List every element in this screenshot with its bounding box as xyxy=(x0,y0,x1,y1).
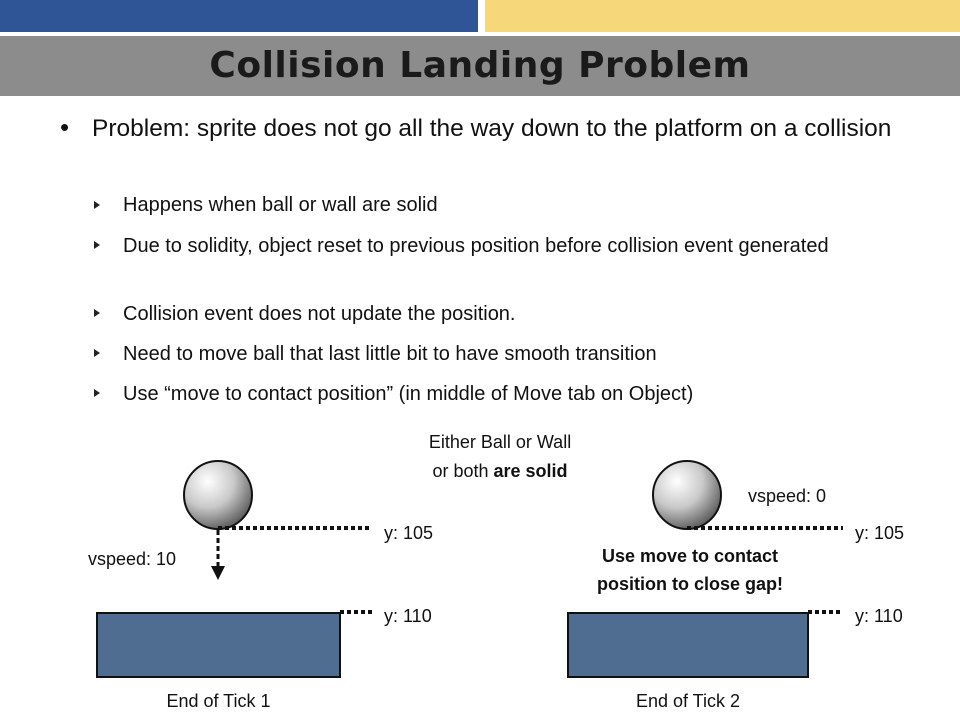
sub-bullet-4: Need to move ball that last little bit to have smooth transition xyxy=(123,343,657,365)
platform-right xyxy=(568,613,808,677)
sub-bullet-5: Use “move to contact position” (in middle of Move tab on Object) xyxy=(123,383,694,405)
ball-right xyxy=(653,461,721,529)
solid-note-line1: Either Ball or Wall xyxy=(428,432,572,452)
label-y105-left: y: 105 xyxy=(384,523,434,543)
ball-left xyxy=(184,461,252,529)
label-y110-left: y: 110 xyxy=(384,606,432,626)
bullet-dot-icon: • xyxy=(60,112,70,142)
platform-left xyxy=(97,613,340,677)
sub-bullet-1: Happens when ball or wall are solid xyxy=(123,194,438,216)
label-y105-right: y: 105 xyxy=(855,523,905,543)
slide-title: Collision Landing Problem xyxy=(209,45,751,86)
caption-tick2: End of Tick 2 xyxy=(635,691,741,711)
label-y110-right: y: 110 xyxy=(855,606,903,626)
label-vspeed-right: vspeed: 0 xyxy=(748,486,827,506)
gap-note-line2: position to close gap! xyxy=(596,574,783,594)
solid-note-line2 xyxy=(380,461,620,482)
label-vspeed-left: vspeed: 10 xyxy=(88,549,177,569)
sub-bullet-2: Due to solidity, object reset to previous position before collision event generated xyxy=(123,235,829,257)
main-bullet: Problem: sprite does not go all the way down to the platform on a collision xyxy=(92,115,892,142)
vspeed-arrow-head-icon xyxy=(211,566,225,580)
caption-tick1: End of Tick 1 xyxy=(166,691,271,711)
solid-note-prefix: or both xyxy=(432,461,494,481)
sub-bullet-3: Collision event does not update the position. xyxy=(123,303,516,325)
solid-note-bold: are solid xyxy=(493,461,568,481)
gap-note-line1: Use move to contact xyxy=(601,546,779,566)
